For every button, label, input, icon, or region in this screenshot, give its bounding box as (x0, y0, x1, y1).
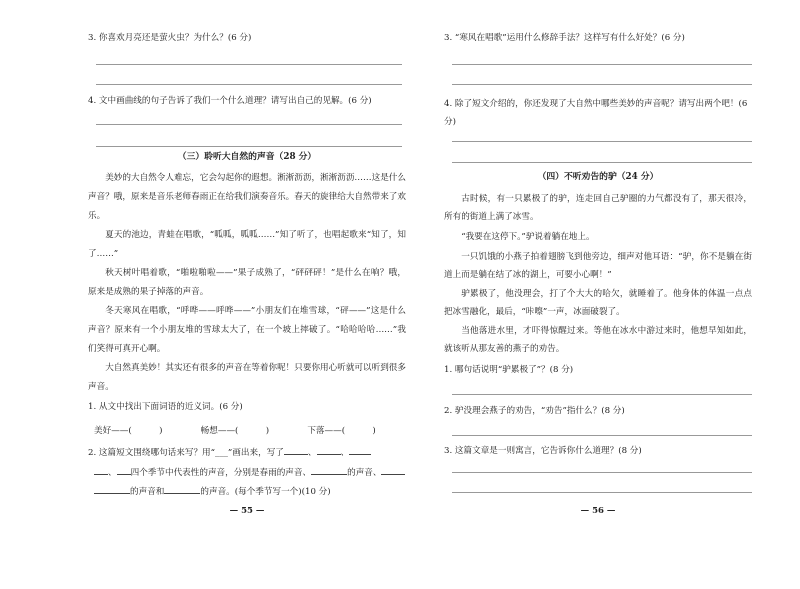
question-1-synonyms: 1. 从文中找出下面词语的近义词。(6 分) (88, 402, 243, 412)
page-55 (88, 0, 406, 530)
blank[interactable] (284, 446, 308, 455)
section-3-title: （三）聆听大自然的声音（28 分） (177, 152, 317, 162)
story-paragraph-3: 一只饥饿的小燕子拍着翅膀飞到他旁边，细声对他耳语：“驴，你不是躺在街道上而是躺在结了冰的湖上，可要小心啊！” (444, 252, 752, 280)
answer-line[interactable] (452, 492, 752, 493)
question-2-line-a: 2. 这篇短文围绕哪句话来写？用“___”画出来，写了 、 、 (88, 446, 406, 460)
passage-paragraph-1: 美妙的大自然令人难忘，它会勾起你的遐想。淅淅沥沥，淅淅沥沥……这是什么声音？哦，原来是音乐老师春雨正在给我们演奏音乐。春天的旋律给大自然带来了欢乐。 (88, 173, 406, 221)
blank[interactable] (349, 446, 371, 455)
story-paragraph-1: 古时候，有一只累极了的驴，连走回自己驴圈的力气都没有了，那天很冷，所有的街道上满了冰雪。 (444, 194, 752, 222)
synonym-fill-row: 美好——( ) 畅想——( ) 下落——( ) (94, 426, 376, 436)
question-3-moon-firefly: 3. 你喜欢月亮还是萤火虫？为什么？(6 分) (88, 33, 252, 43)
question-3-fable-lesson: 3. 这篇文章是一则寓言，它告诉你什么道理？(8 分) (444, 446, 642, 456)
answer-line[interactable] (452, 64, 752, 65)
question-4-curved-sentence: 4. 文中画曲线的句子告诉了我们一个什么道理？请写出自己的见解。(6 分) (88, 96, 372, 106)
blank[interactable] (117, 466, 131, 475)
synonym-1-label: 美好——( (94, 426, 132, 436)
answer-line[interactable] (96, 146, 402, 147)
story-paragraph-5: 当他落进水里，才吓得惊醒过来。等他在冰水中游过来时，他想早知如此，就该听从那友善的燕子的劝告。 (444, 326, 752, 354)
story-paragraph-2: “我要在这停下。”驴说着躺在地上。 (461, 232, 595, 242)
passage-paragraph-2: 夏天的池边，青蛙在唱歌，“呱呱，呱呱……”知了听了，也唱起歌来“知了，知了……” (88, 230, 406, 259)
answer-line[interactable] (96, 64, 402, 65)
answer-line[interactable] (452, 141, 752, 142)
answer-line[interactable] (452, 472, 752, 473)
question-1-tired: 1. 哪句话说明“驴累极了”？(8 分) (444, 365, 574, 375)
page-number: — 55 — (229, 506, 265, 516)
blank[interactable] (94, 466, 108, 475)
question-3-rhetoric: 3. “寒风在唱歌”运用什么修辞手法？这样写有什么好处？(6 分) (444, 33, 685, 43)
answer-line[interactable] (452, 84, 752, 85)
answer-line[interactable] (96, 84, 402, 85)
question-2-line-b: 、 四个季节中代表性的声音，分别是春雨的声音、 的声音、 (94, 466, 406, 480)
blank[interactable] (94, 485, 130, 494)
answer-line[interactable] (452, 435, 752, 436)
page-56 (444, 0, 752, 530)
blank[interactable] (311, 466, 347, 475)
passage-paragraph-4: 冬天寒风在唱歌，“呼哗——呼哗——”小朋友们在堆雪球，“砰——”这是什么声音？原来有一个小朋友堆的雪球太大了，在一个坡上摔破了。“哈哈哈哈……”我们笑得可真开心啊。 (88, 306, 406, 354)
answer-line[interactable] (452, 162, 752, 163)
answer-line[interactable] (452, 394, 752, 395)
page-number: — 56 — (580, 506, 616, 516)
story-paragraph-4: 驴累极了，他没理会，打了个大大的哈欠，就睡着了。他身体的体温一点点把冰雪融化，最后，“咔嚓”一声，冰面破裂了。 (444, 289, 752, 317)
synonym-3-label: 下落——( (307, 426, 346, 436)
synonym-2-label: 畅想——( (200, 426, 239, 436)
section-4-title: （四）不听劝告的驴（24 分） (537, 172, 659, 182)
question-2-advice: 2. 驴没理会燕子的劝告，“劝告”指什么？(8 分) (444, 406, 625, 416)
blank[interactable] (164, 485, 200, 494)
blank[interactable] (317, 446, 341, 455)
answer-line[interactable] (96, 124, 402, 125)
passage-paragraph-5: 大自然真美妙！其实还有很多的声音在等着你呢！只要你用心听就可以听到很多声音。 (88, 363, 406, 392)
blank[interactable] (381, 466, 405, 475)
question-2-line-c: 的声音和 的声音。(每个季节写一个)(10 分) (94, 485, 406, 499)
question-4-other-sounds: 4. 除了短文介绍的，你还发现了大自然中哪些美妙的声音呢？请写出两个吧！(6 分) (444, 99, 748, 127)
passage-paragraph-3: 秋天树叶唱着歌，“啪啦啪啦——”果子成熟了，“砰砰砰！”是什么在响？哦，原来是成熟的果子掉落的声音。 (88, 268, 406, 297)
